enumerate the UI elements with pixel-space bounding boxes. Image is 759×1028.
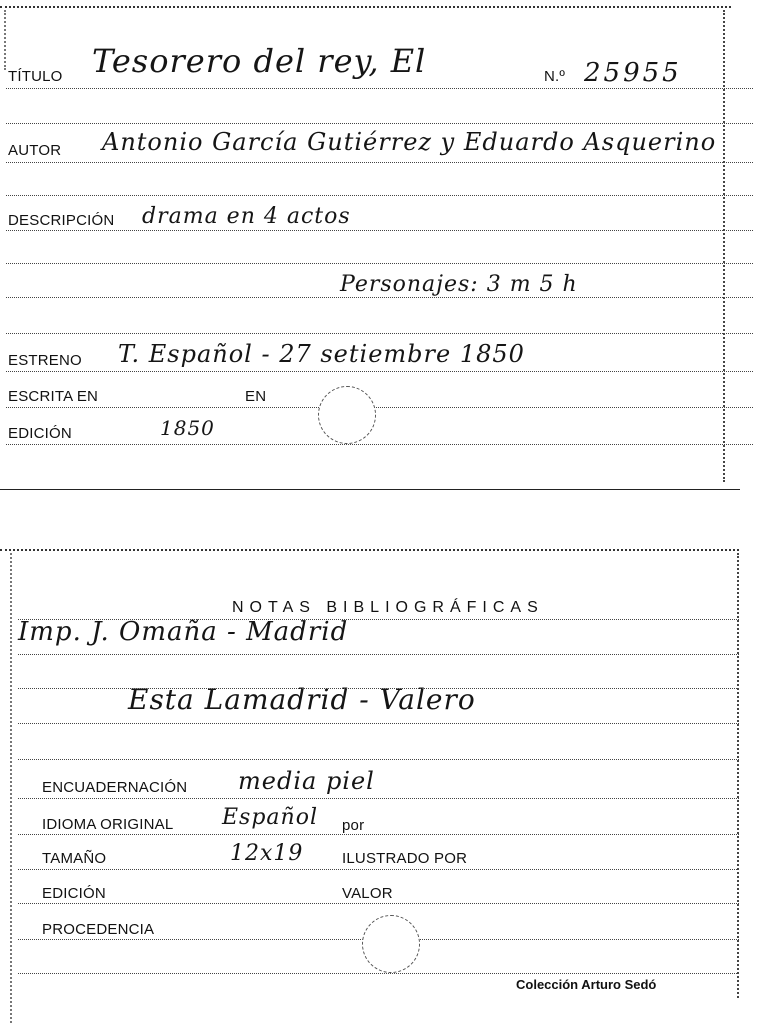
rule: [6, 263, 753, 264]
tamano-value: 12x19: [230, 841, 304, 866]
idioma-label: IDIOMA ORIGINAL: [42, 816, 174, 833]
catalog-card-back: [0, 545, 759, 1028]
autor-value: Antonio García Gutiérrez y Eduardo Asquerino: [102, 128, 717, 156]
edicion-value: 1850: [160, 416, 215, 440]
edicion-label: EDICIÓN: [8, 425, 72, 442]
notas-title: NOTAS BIBLIOGRÁFICAS: [232, 599, 544, 616]
estreno-value: T. Español - 27 setiembre 1850: [118, 340, 525, 368]
idioma-value: Español: [222, 805, 318, 830]
rule: [6, 407, 753, 408]
rule: [18, 903, 739, 904]
descripcion-label: DESCRIPCIÓN: [8, 212, 115, 229]
autor-label: AUTOR: [8, 142, 62, 159]
rule: [18, 834, 739, 835]
card-left-edge: [4, 10, 6, 70]
por-label: por: [342, 817, 365, 834]
rule: [6, 371, 753, 372]
rule: [18, 798, 739, 799]
card-left-edge: [10, 553, 12, 1023]
rule: [18, 973, 739, 974]
rule: [18, 688, 739, 689]
collection-credit: Colección Arturo Sedó: [516, 977, 657, 992]
tamano-label: TAMAÑO: [42, 850, 107, 867]
rule: [18, 654, 739, 655]
en-label: EN: [245, 388, 267, 405]
card-right-edge: [723, 10, 725, 482]
edicion-label-2: EDICIÓN: [42, 885, 106, 902]
card-top-edge: [0, 549, 739, 551]
titulo-value: Tesorero del rey, El: [92, 42, 427, 80]
ilustrado-label: ILUSTRADO POR: [342, 850, 468, 867]
rule: [6, 88, 753, 89]
punch-hole: [318, 386, 376, 444]
rule: [18, 759, 739, 760]
punch-hole: [362, 915, 420, 973]
valor-label: VALOR: [342, 885, 393, 902]
card-top-edge: [0, 6, 731, 8]
numero-value: 25955: [584, 58, 682, 88]
estreno-label: ESTRENO: [8, 352, 82, 369]
rule: [6, 297, 753, 298]
personajes-value: Personajes: 3 m 5 h: [340, 272, 578, 297]
card-bottom-edge: [0, 489, 740, 490]
encuadernacion-value: media piel: [238, 767, 375, 795]
rule: [18, 869, 739, 870]
rule: [6, 444, 753, 445]
notas-line-2: Esta Lamadrid - Valero: [128, 683, 476, 716]
rule: [6, 195, 753, 196]
notas-line-1: Imp. J. Omaña - Madrid: [18, 617, 349, 647]
escrita-en-label: ESCRITA EN: [8, 388, 99, 405]
encuadernacion-label: ENCUADERNACIÓN: [42, 779, 188, 796]
catalog-card-front: [0, 0, 759, 495]
titulo-label: TÍTULO: [8, 68, 63, 85]
rule: [6, 162, 753, 163]
rule: [6, 230, 753, 231]
descripcion-value: drama en 4 actos: [142, 204, 351, 229]
procedencia-label: PROCEDENCIA: [42, 921, 155, 938]
rule: [6, 333, 753, 334]
rule: [6, 123, 753, 124]
numero-label: N.º: [544, 68, 566, 85]
rule: [18, 723, 739, 724]
